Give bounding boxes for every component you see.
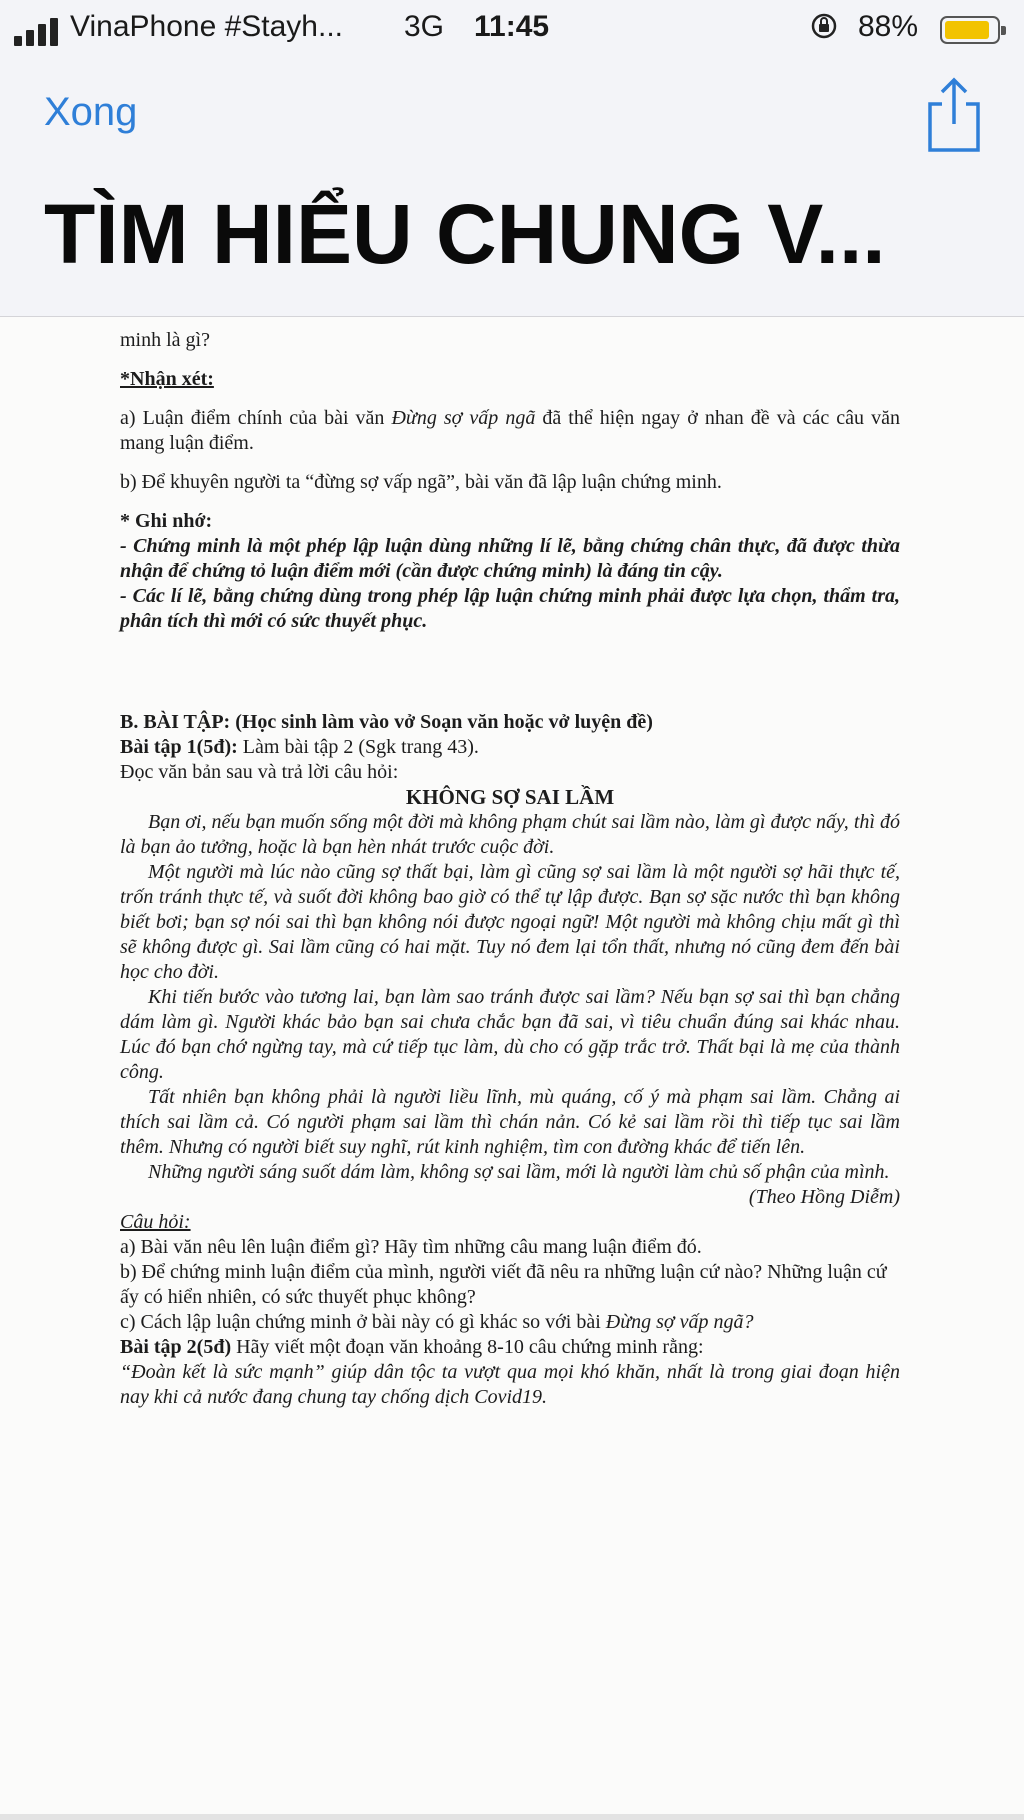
page-bottom-edge (0, 1814, 1024, 1820)
navigation-header (0, 0, 1024, 317)
battery-icon (940, 16, 1000, 44)
story-paragraph: Một người mà lúc nào cũng sợ thất bại, làm gì cũng sợ sai lầm là một người sợ hãi thực tế, trốn tránh thực tế, và suốt đời không bao giờ có thể tự lập được. Bạn sợ sặc nước thì bạn không biết bơi; bạn sợ nói sai thì bạn không nói được ngoại ngữ! Một người mà không chịu mất gì thì sẽ không được gì. Sai lầm cũng có hai mặt. Tuy nó đem lại tổn thất, nhưng nó cũng đem đến bài học cho đời. (120, 861, 900, 983)
bai-tap-2-quote: “Đoàn kết là sức mạnh” giúp dân tộc ta vượt qua mọi khó khăn, nhất là trong giai đoạn hiện nay khi cả nước đang chung tay chống dịch Covid19. (120, 1361, 900, 1408)
story-paragraph: Tất nhiên bạn không phải là người liều lĩnh, mù quáng, cố ý mà phạm sai lầm. Chẳng ai thích sai lầm cả. Có người phạm sai lầm thì chán nản. Có kẻ sai lầm rồi thì tiếp tục sai lầm thêm. Nhưng có người biết suy nghĩ, rút kinh nghiệm, tìm con đường khác để tiến lên. (120, 1086, 900, 1158)
story-paragraph: Khi tiến bước vào tương lai, bạn làm sao tránh được sai lầm? Nếu bạn sợ sai thì bạn chẳng dám làm gì. Người khác bảo bạn sai chưa chắc bạn đã sai, vì tiêu chuẩn đúng sai khác nhau. Lúc đó bạn chớ ngừng tay, mà cứ tiếp tục làm, dù cho có gặp trắc trở. Thất bại là mẹ của thành công. (120, 986, 900, 1083)
battery-percentage: 88% (858, 10, 919, 43)
story-body (120, 810, 900, 1185)
nhan-xet-heading: *Nhận xét: (120, 368, 214, 390)
story-paragraph: Những người sáng suốt dám làm, không sợ sai lầm, mới là người làm chủ số phận của mình. (148, 1161, 890, 1183)
ghi-nho-point-2: - Các lí lẽ, bằng chứng dùng trong phép lập luận chứng minh phải được lựa chọn, thẩm tra, phân tích thì mới có sức thuyết phục. (120, 585, 900, 632)
bai-tap-2: Bài tập 2(5đ) Hãy viết một đoạn văn khoảng 8-10 câu chứng minh rằng: (120, 1336, 704, 1358)
ghi-nho-heading: * Ghi nhớ: (120, 510, 213, 532)
bai-tap-heading: B. BÀI TẬP: (Học sinh làm vào vở Soạn văn hoặc vở luyện đề) (120, 711, 653, 733)
page-title: TÌM HIỂU CHUNG V... (44, 187, 886, 281)
carrier-name: VinaPhone #Stayh... (70, 10, 343, 43)
question-b: b) Để chứng minh luận điểm của mình, người viết đã nêu ra những luận cứ nào? Những luận cứ ấy có hiển nhiên, có sức thuyết phục không? (120, 1261, 887, 1308)
question-a: a) Bài văn nêu lên luận điểm gì? Hãy tìm những câu mang luận điểm đó. (120, 1236, 702, 1258)
status-bar (0, 0, 1024, 60)
story-paragraph: Bạn ơi, nếu bạn muốn sống một đời mà không phạm chút sai lầm nào, làm gì được nấy, thì đó là bạn ảo tưởng, hoặc là bạn hèn nhát trước cuộc đời. (120, 811, 900, 858)
question-c: c) Cách lập luận chứng minh ở bài này có gì khác so với bài Đừng sợ vấp ngã? (120, 1311, 754, 1333)
clock: 11:45 (474, 10, 550, 43)
share-icon[interactable] (924, 76, 984, 154)
document-page (120, 320, 900, 1410)
instruction: Đọc văn bản sau và trả lời câu hỏi: (120, 761, 399, 783)
orientation-lock-icon (810, 12, 838, 47)
top-fragment: minh là gì? (120, 329, 210, 351)
nhan-xet-b: b) Để khuyên người ta “đừng sợ vấp ngã”, bài văn đã lập luận chứng minh. (120, 471, 722, 493)
network-type: 3G (404, 10, 445, 43)
attribution: (Theo Hồng Diễm) (748, 1186, 900, 1208)
cau-hoi-heading: Câu hỏi: (120, 1211, 191, 1233)
bai-tap-1: Bài tập 1(5đ): Làm bài tập 2 (Sgk trang 43). (120, 736, 479, 758)
ghi-nho-point-1: - Chứng minh là một phép lập luận dùng những lí lẽ, bằng chứng chân thực, đã được thừa nhận để chứng tỏ luận điểm mới (cần được chứng minh) là đáng tin cậy. (120, 535, 900, 582)
nhan-xet-a: a) Luận điểm chính của bài văn Đừng sợ vấp ngã đã thể hiện ngay ở nhan đề và các câu văn mang luận điểm. (120, 407, 900, 454)
story-title: KHÔNG SỢ SAI LẦM (405, 785, 615, 809)
signal-strength-icon (14, 18, 62, 46)
done-button[interactable]: Xong (44, 90, 138, 134)
